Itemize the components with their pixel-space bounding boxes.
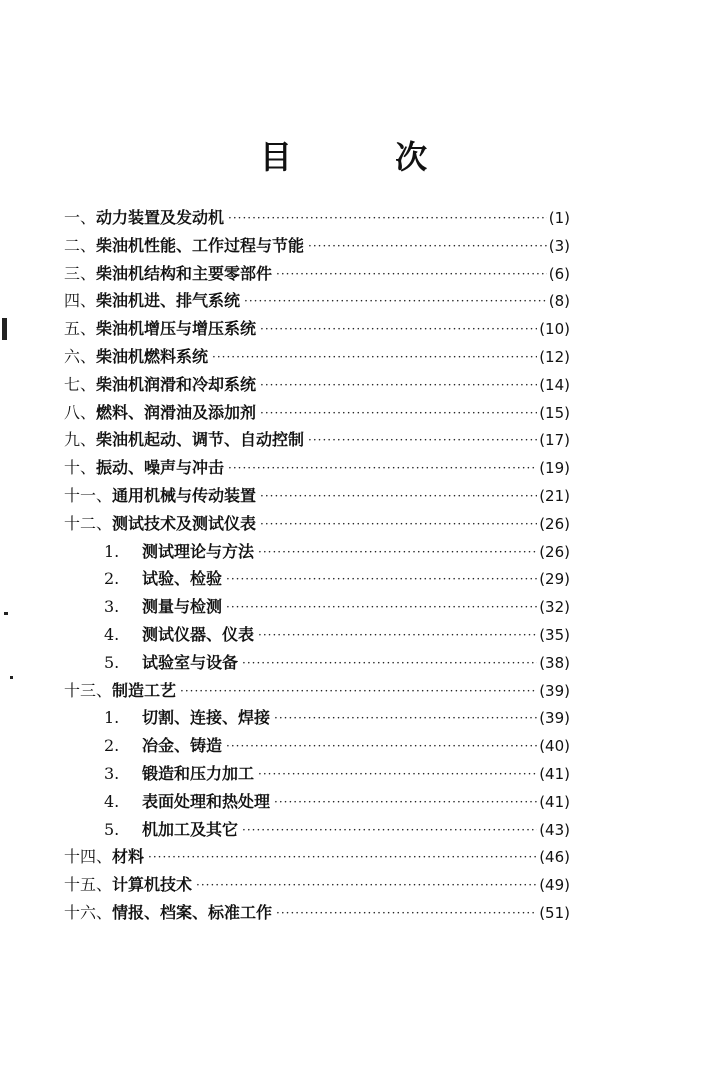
- dot-leader: [228, 211, 547, 225]
- toc-entry: [64, 508, 570, 534]
- toc-entry-number: 1.: [104, 541, 120, 561]
- toc-entry: [64, 341, 570, 367]
- toc-entry: [64, 675, 570, 701]
- toc-entry-label: 情报、档案、标准工作: [112, 903, 273, 922]
- dot-leader: [196, 878, 537, 892]
- dot-leader: [276, 267, 547, 281]
- toc-entry-page: (3): [548, 236, 570, 255]
- toc-entry-number: 2.: [104, 569, 120, 589]
- toc-entry-label: 测试仪器、仪表: [142, 625, 255, 644]
- dot-leader: [242, 656, 537, 670]
- toc-entry-page: (38): [539, 653, 570, 672]
- dot-leader: [260, 517, 537, 531]
- scan-mark: [4, 612, 8, 615]
- toc-entry-label: 计算机技术: [112, 875, 193, 895]
- toc-entry-label: 锻造和压力加工: [142, 764, 255, 783]
- dot-leader: [274, 711, 537, 725]
- page-title: 目 次: [259, 138, 474, 176]
- dot-leader: [180, 684, 537, 698]
- toc-entry-label: 柴油机起动、调节、自动控制: [96, 430, 305, 450]
- toc-entry: [64, 285, 570, 311]
- toc-subentry: [104, 591, 570, 617]
- toc-entry: [64, 452, 570, 478]
- toc-entry: [64, 313, 570, 339]
- toc-entry-page: (1): [548, 209, 570, 227]
- toc-entry-page: (35): [539, 626, 570, 644]
- toc-subentry: [104, 619, 570, 645]
- toc-entry-label: 动力装置及发动机: [96, 208, 225, 227]
- toc-entry-label: 测试技术及测试仪表: [112, 513, 257, 533]
- toc-entry-label: 冶金、铸造: [142, 736, 223, 756]
- toc-entry-number: 二、: [64, 235, 97, 255]
- toc-entry-page: (26): [539, 542, 570, 561]
- toc-entry-page: (6): [548, 264, 570, 283]
- toc-entry-number: 3.: [104, 597, 120, 617]
- toc-entry-number: 四、: [64, 291, 97, 311]
- toc-entry-page: (29): [539, 570, 570, 589]
- toc-entry-page: (10): [539, 320, 570, 339]
- toc-entry-label: 材料: [112, 847, 145, 867]
- toc-entry-page: (32): [539, 598, 570, 617]
- toc-entry-label: 柴油机结构和主要零部件: [96, 263, 273, 283]
- toc-entry-page: (51): [539, 904, 570, 922]
- toc-entry: [64, 424, 570, 450]
- toc-entry-number: 一、: [64, 208, 97, 227]
- toc-entry-page: (41): [539, 792, 570, 811]
- toc-entry: [64, 869, 570, 895]
- toc-entry-number: 4.: [104, 791, 120, 811]
- toc-subentry: [104, 730, 570, 756]
- toc-entry-page: (46): [539, 848, 570, 867]
- toc-entry-number: 十五、: [64, 875, 113, 895]
- toc-entry-page: (43): [539, 820, 570, 839]
- toc-entry-page: (21): [539, 487, 570, 505]
- dot-leader: [226, 572, 537, 586]
- toc-entry-page: (19): [539, 459, 570, 478]
- dot-leader: [308, 433, 537, 447]
- toc-entry-page: (12): [539, 348, 570, 366]
- dot-leader: [258, 628, 537, 642]
- dot-leader: [258, 767, 537, 781]
- dot-leader: [308, 239, 547, 253]
- toc-entry-page: (14): [539, 375, 570, 394]
- toc-entry-page: (17): [539, 431, 570, 450]
- toc-entry-number: 十二、: [64, 513, 113, 533]
- dot-leader: [276, 906, 537, 920]
- dot-leader: [226, 600, 537, 614]
- toc-entry-page: (49): [539, 876, 570, 895]
- toc-entry-label: 柴油机燃料系统: [96, 347, 209, 366]
- toc-subentry: [104, 647, 570, 673]
- dot-leader: [274, 795, 537, 809]
- toc-entry-label: 柴油机增压与增压系统: [96, 319, 257, 339]
- dot-leader: [212, 350, 537, 364]
- toc-entry-page: (8): [548, 292, 570, 311]
- scan-mark: [2, 318, 7, 340]
- dot-leader: [258, 545, 537, 559]
- dot-leader: [242, 823, 537, 837]
- scan-mark: [10, 676, 13, 679]
- toc-entry-number: 十六、: [64, 903, 113, 922]
- toc-entry-page: (41): [539, 765, 570, 783]
- toc-entry-label: 试验室与设备: [142, 652, 239, 672]
- dot-leader: [260, 378, 537, 392]
- toc-entry-page: (39): [539, 681, 570, 700]
- toc-entry-label: 柴油机润滑和冷却系统: [96, 374, 257, 394]
- toc-entry-number: 2.: [104, 736, 120, 756]
- dot-leader: [260, 322, 537, 336]
- toc-entry-number: 4.: [104, 625, 120, 644]
- toc-subentry: [104, 786, 570, 812]
- toc-entry-label: 测试理论与方法: [142, 541, 255, 561]
- toc-entry-number: 十四、: [64, 847, 113, 867]
- toc-entry: [64, 202, 570, 228]
- toc-entry-number: 十、: [64, 458, 97, 478]
- toc-subentry: [104, 758, 570, 784]
- toc-entry-number: 十一、: [64, 486, 113, 505]
- dot-leader: [148, 850, 537, 864]
- toc-entry-label: 柴油机进、排气系统: [96, 291, 241, 311]
- toc-entry-number: 3.: [104, 764, 120, 783]
- toc-entry-number: 5.: [104, 819, 120, 839]
- toc-entry-label: 通用机械与传动装置: [112, 486, 257, 505]
- toc-entry-label: 燃料、润滑油及添加剂: [96, 402, 257, 422]
- toc-entry-label: 振动、噪声与冲击: [96, 458, 225, 478]
- toc-entry-label: 柴油机性能、工作过程与节能: [96, 235, 305, 255]
- dot-leader: [244, 294, 547, 308]
- toc-entry-label: 试验、检验: [142, 569, 223, 589]
- toc-entry: [64, 397, 570, 423]
- toc-entry: [64, 258, 570, 284]
- dot-leader: [260, 406, 537, 420]
- toc-entry-number: 1.: [104, 708, 120, 728]
- toc-entry-number: 七、: [64, 374, 97, 394]
- dot-leader: [260, 489, 537, 503]
- toc-entry-page: (40): [539, 737, 570, 756]
- toc-entry-number: 八、: [64, 402, 97, 422]
- toc-entry-number: 六、: [64, 347, 97, 366]
- toc-entry-number: 十三、: [64, 680, 113, 700]
- toc-entry: [64, 897, 570, 923]
- dot-leader: [228, 461, 537, 475]
- toc-entry: [64, 230, 570, 256]
- toc-entry-page: (15): [539, 403, 570, 422]
- toc-entry-number: 五、: [64, 319, 97, 339]
- toc-subentry: [104, 536, 570, 562]
- toc-entry-number: 九、: [64, 430, 97, 450]
- toc-entry-label: 测量与检测: [142, 597, 223, 617]
- toc-entry-label: 表面处理和热处理: [142, 791, 271, 811]
- toc-subentry: [104, 702, 570, 728]
- toc-entry-number: 三、: [64, 263, 97, 283]
- toc-entry-page: (39): [539, 709, 570, 728]
- toc-entry-page: (26): [539, 514, 570, 533]
- toc-subentry: [104, 814, 570, 840]
- toc-subentry: [104, 563, 570, 589]
- toc-entry: [64, 369, 570, 395]
- toc-entry: [64, 480, 570, 506]
- toc-entry-label: 切割、连接、焊接: [142, 708, 271, 728]
- toc-entry-label: 机加工及其它: [142, 819, 239, 839]
- toc-entry: [64, 841, 570, 867]
- dot-leader: [226, 739, 537, 753]
- toc-entry-number: 5.: [104, 652, 120, 672]
- toc-entry-label: 制造工艺: [112, 680, 177, 700]
